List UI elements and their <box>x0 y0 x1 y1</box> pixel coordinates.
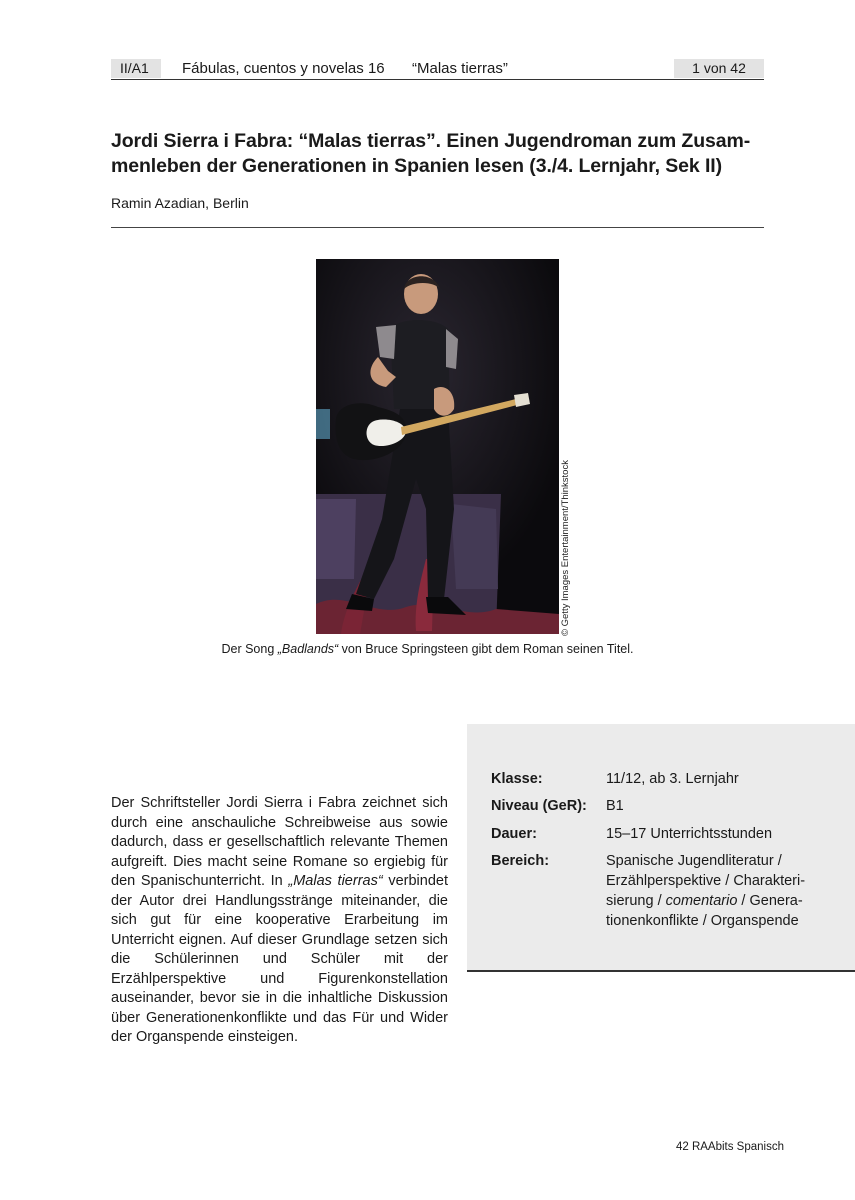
page-header <box>111 59 764 80</box>
title-bold: Jordi Sierra i Fabra: “Malas tierras”. <box>111 130 442 152</box>
photo-caption <box>0 641 855 657</box>
caption-suffix: von Bruce Springsteen gibt dem Roman seinen Titel. <box>338 642 634 656</box>
caption-prefix: Der Song <box>221 642 278 656</box>
title-rest: Einen Jugendroman zum Zusam- <box>441 130 751 152</box>
dauer-value: 15–17 Unterrichtsstunden <box>606 826 773 842</box>
bereich-line-3a: sierung / <box>606 893 666 909</box>
page-number: 1 von 42 <box>674 59 764 78</box>
page-footer: 42 RAAbits Spanisch <box>675 1141 784 1153</box>
series-title: Fábulas, cuentos y novelas 16 <box>182 60 385 77</box>
bereich-line-3-italic: comentario <box>665 893 738 909</box>
title-line2: menleben der Generationen in Spanien lesen (3./4. Lernjahr, Sek II) <box>111 155 722 177</box>
bereich-line-1: Spanische Jugendliteratur / <box>606 853 782 869</box>
klasse-value: 11/12, ab 3. Lernjahr <box>606 771 739 787</box>
bereich-value <box>606 851 838 931</box>
intro-part-1: Der Schriftsteller Jordi Sierra i Fabra zeichnet sich durch eine anschauliche Schreibweise aus sowie dadurch, dass er gesellschaftlich relevante Themen aufgreift. Dies macht seine Romane so ergiebig für den Spanischunterricht. In <box>111 795 448 889</box>
course-info-box <box>467 724 855 972</box>
klasse-label: Klasse: <box>491 771 543 787</box>
bereich-line-2: Erzählperspektive / Charakteri- <box>606 873 806 889</box>
document-title <box>111 129 771 179</box>
photo-credit: © Getty Images Entertainment/Thinkstock <box>560 460 571 636</box>
bereich-line-3b: / Genera- <box>737 893 803 909</box>
caption-song: „Badlands“ <box>277 642 339 656</box>
section-code: II/A1 <box>111 59 161 78</box>
book-title: “Malas tierras” <box>412 60 508 77</box>
dauer-label: Dauer: <box>491 826 537 842</box>
bereich-line-4: tionenkonflikte / Organspende <box>606 913 799 929</box>
niveau-value: B1 <box>606 798 624 814</box>
intro-part-2: verbindet der Autor drei Handlungsstränge miteinander, die sich gut für eine kooperative Erarbeitung im Unterricht eignen. Auf dieser Grundlage setzen sich die Schülerinnen und Schüler mit der Erzählperspektive und Figurenkonstellation auseinander, bevor sie in die inhaltliche Diskussion über Generationenkonflikte und das Für und Wider der Organspende einsteigen. <box>111 873 448 1045</box>
niveau-label: Niveau (GeR): <box>491 798 587 814</box>
guitarist-illustration <box>316 259 559 634</box>
bereich-label: Bereich: <box>491 853 550 869</box>
title-divider <box>111 227 764 228</box>
author-line: Ramin Azadian, Berlin <box>111 195 249 211</box>
concert-photo <box>316 259 559 634</box>
intro-paragraph <box>111 794 448 1048</box>
intro-book-title: „Malas tierras“ <box>288 873 383 889</box>
